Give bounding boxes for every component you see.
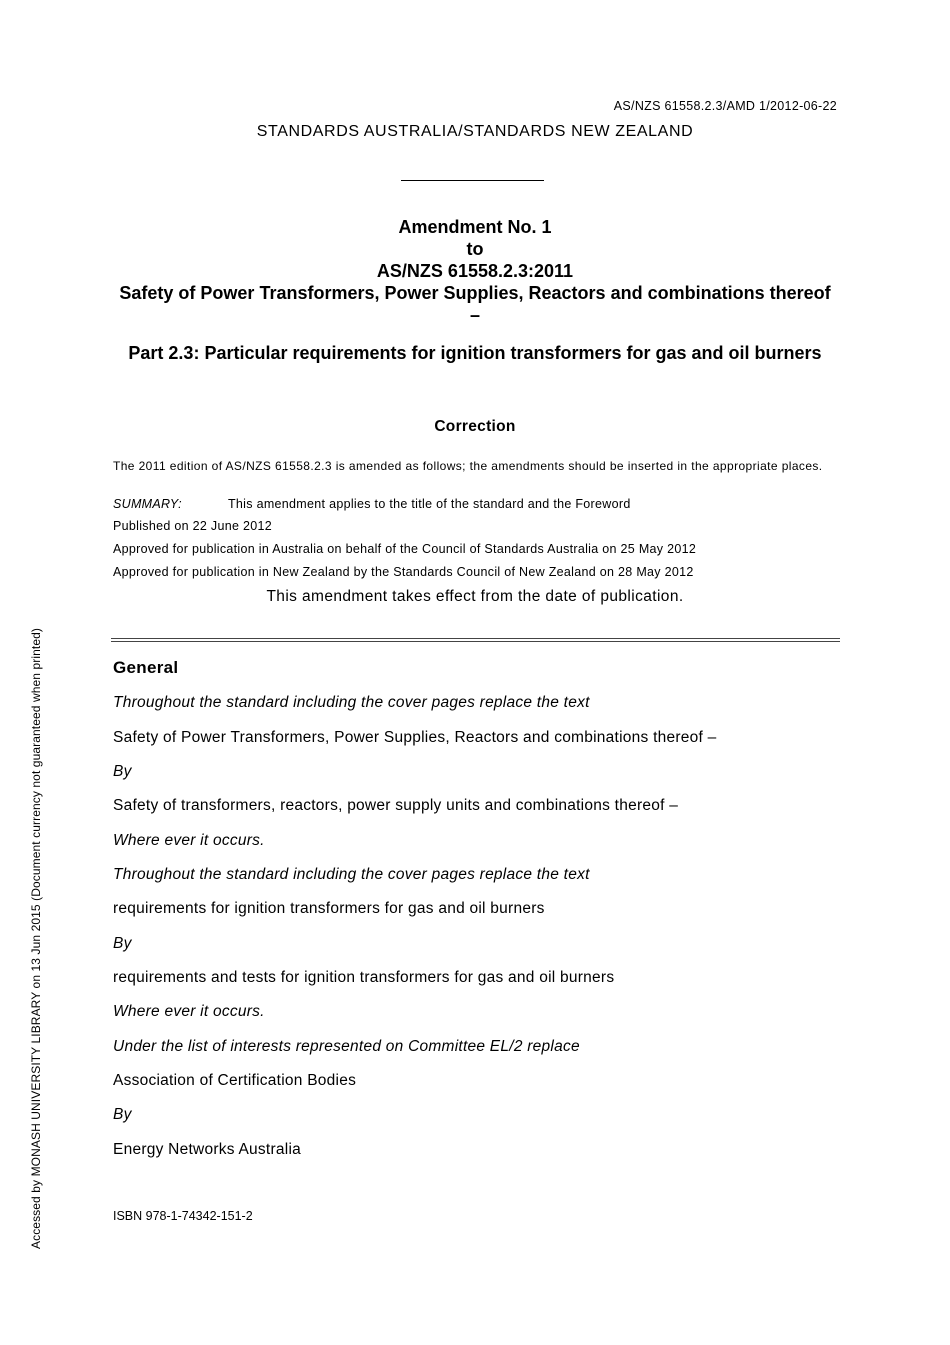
approval-australia: Approved for publication in Australia on behalf of the Council of Standards Australia on 25 May 2012 bbox=[113, 542, 697, 556]
isbn: ISBN 978-1-74342-151-2 bbox=[113, 1209, 253, 1223]
summary-text: This amendment applies to the title of the standard and the Foreword bbox=[228, 497, 631, 511]
published-date: Published on 22 June 2012 bbox=[113, 519, 273, 533]
edition-note: The 2011 edition of AS/NZS 61558.2.3 is amended as follows; the amendments should be inserted in the appropriate places. bbox=[113, 459, 823, 473]
instruction-line: Under the list of interests represented on Committee EL/2 replace bbox=[113, 1038, 580, 1055]
document-id: AS/NZS 61558.2.3/AMD 1/2012-06-22 bbox=[613, 99, 837, 113]
old-text-line: requirements for ignition transformers for gas and oil burners bbox=[113, 900, 545, 917]
access-watermark-note: Accessed by MONASH UNIVERSITY LIBRARY on 13 Jun 2015 (Document currency not guaranteed when printed) bbox=[29, 628, 43, 1249]
double-divider bbox=[111, 638, 840, 642]
by-line: By bbox=[113, 935, 132, 952]
old-text-line: Safety of Power Transformers, Power Supplies, Reactors and combinations thereof – bbox=[113, 729, 717, 746]
part-title: Part 2.3: Particular requirements for ignition transformers for gas and oil burners bbox=[128, 343, 822, 363]
organization-heading: STANDARDS AUSTRALIA/STANDARDS NEW ZEALAND bbox=[256, 123, 694, 140]
standard-subject: Safety of Power Transformers, Power Supplies, Reactors and combinations thereof – bbox=[119, 283, 831, 325]
new-text-line: Safety of transformers, reactors, power supply units and combinations thereof – bbox=[113, 797, 679, 814]
instruction-line: Where ever it occurs. bbox=[113, 832, 265, 849]
by-line: By bbox=[113, 1106, 132, 1123]
short-divider bbox=[401, 180, 544, 181]
title-to: to bbox=[466, 239, 484, 259]
instruction-line: Where ever it occurs. bbox=[113, 1003, 265, 1020]
approval-new-zealand: Approved for publication in New Zealand by the Standards Council of New Zealand on 28 May 2012 bbox=[113, 565, 694, 579]
title-block bbox=[113, 216, 837, 326]
correction-heading: Correction bbox=[434, 418, 516, 435]
old-text-line: Association of Certification Bodies bbox=[113, 1072, 357, 1089]
new-text-line: requirements and tests for ignition transformers for gas and oil burners bbox=[113, 969, 615, 986]
summary-label: SUMMARY: bbox=[113, 497, 182, 511]
instruction-line: Throughout the standard including the cover pages replace the text bbox=[113, 866, 590, 883]
standard-number: AS/NZS 61558.2.3:2011 bbox=[376, 261, 574, 281]
effect-statement: This amendment takes effect from the date of publication. bbox=[266, 588, 684, 605]
instruction-line: Throughout the standard including the cover pages replace the text bbox=[113, 694, 590, 711]
general-heading: General bbox=[113, 658, 179, 677]
by-line: By bbox=[113, 763, 132, 780]
amendment-number: Amendment No. 1 bbox=[398, 217, 552, 237]
new-text-line: Energy Networks Australia bbox=[113, 1141, 302, 1158]
summary-line bbox=[113, 497, 631, 511]
